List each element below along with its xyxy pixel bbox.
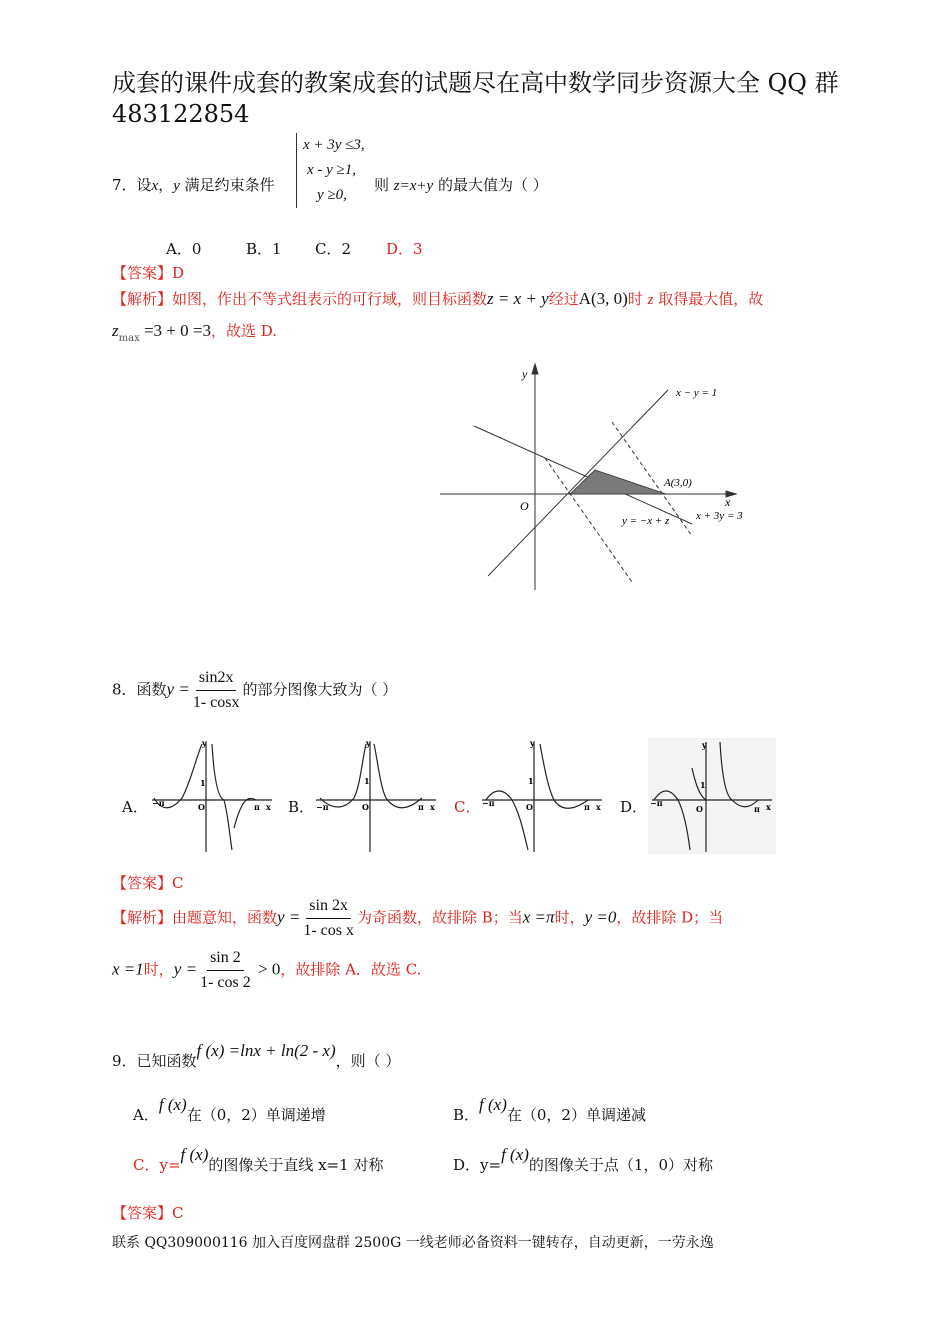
q8-analysis-text-3: 时， <box>554 908 585 927</box>
q7-analysis-point: A(3, 0) <box>578 289 628 308</box>
fig7-origin-label: O <box>520 499 529 513</box>
q9-option-d-expr: f (x) <box>501 1145 529 1164</box>
graph-d-y: y <box>702 740 707 750</box>
q7-feasible-region-figure <box>430 360 760 600</box>
graph-c-pi: π <box>584 802 590 812</box>
q7-prefix: 7．设 <box>112 176 152 194</box>
q7-suffix-pre: 则 <box>374 176 394 194</box>
q8-analysis-text-5: 时， <box>143 960 174 979</box>
graph-c-x: x <box>596 802 601 812</box>
graph-d-negpi: −π <box>650 798 663 808</box>
q8-analysis-text-1: 由题意知，函数 <box>172 908 278 927</box>
q8-analysis-numerator: sin 2x <box>306 896 351 919</box>
q7-analysis-line-2 <box>112 320 278 344</box>
graph-b-y: y <box>366 738 371 748</box>
q9-suffix: ，则（ ） <box>335 1052 401 1070</box>
fig7-y-label: y <box>522 367 528 381</box>
q9-answer-label: 【答案】 <box>112 1204 173 1222</box>
q7-constraint-3: y ≥0, <box>317 187 347 203</box>
graph-a-pi: π <box>254 802 260 812</box>
q7-analysis-label: 【解析】 <box>112 290 173 308</box>
q8-analysis-line-1 <box>112 896 723 941</box>
q7-answer-value: D <box>172 264 185 282</box>
q8-option-a[interactable]: A． <box>122 798 148 816</box>
q7-analysis-text-4: 取得最大值，故 <box>653 290 764 308</box>
graph-a-x: x <box>266 802 271 812</box>
q8-analysis-gt-zero: > 0 <box>253 959 281 979</box>
q7-analysis-z: z <box>647 292 654 308</box>
graph-d-one: 1 <box>700 780 706 790</box>
q8-analysis-text-6: ，故排除 A．故选 C. <box>280 960 422 979</box>
q8-analysis-text-4: ，故排除 D；当 <box>616 908 724 927</box>
q8-graph-d <box>648 738 776 854</box>
q8-option-d[interactable]: D． <box>620 798 648 816</box>
q8-analysis-label: 【解析】 <box>112 908 173 927</box>
q8-answer <box>112 872 184 893</box>
fig7-x-label: x <box>725 495 731 509</box>
q8-analysis-x-one: x =1 <box>112 959 144 979</box>
q8-analysis-denominator: 1- cos x <box>303 922 354 939</box>
q9-function-expr: f (x) =lnx + ln(2 - x) <box>196 1041 336 1060</box>
q9-option-d[interactable] <box>453 1145 714 1175</box>
q7-option-a[interactable]: A．0 <box>166 240 202 258</box>
q7-suffix: 的最大值为（ ） <box>433 176 548 194</box>
y-axis-arrow <box>532 364 538 374</box>
q7-answer <box>112 262 184 283</box>
fig7-line1-label: x − y = 1 <box>676 387 718 399</box>
q9-option-b-expr: f (x) <box>479 1095 507 1114</box>
q8-option-b[interactable]: B． <box>288 798 315 816</box>
q8-option-c[interactable]: C． <box>454 798 481 816</box>
q7-analysis-objective: z = x + y <box>487 289 549 308</box>
q8-numerator: sin2x <box>196 668 237 691</box>
q9-option-c-label: C．y= <box>133 1156 181 1174</box>
q8-analysis-line-2 <box>112 948 421 993</box>
q8-fraction <box>190 668 243 713</box>
graph-c-one: 1 <box>528 776 534 786</box>
q9-answer <box>112 1202 184 1223</box>
q8-analysis-lhs-2: y = <box>173 959 198 979</box>
graph-b-o: O <box>362 802 369 812</box>
q8-graph-b <box>312 738 440 854</box>
q7-zmax-value: =3 + 0 =3 <box>139 321 211 340</box>
q7-stem-suffix <box>374 174 548 195</box>
fig7-line2-label: x + 3y = 3 <box>696 510 743 522</box>
graph-a-one: 1 <box>200 778 206 788</box>
q8-analysis-fraction-2 <box>197 948 254 993</box>
q8-analysis-text-2: 为奇函数，故排除 B；当 <box>356 908 523 927</box>
q9-option-b[interactable] <box>453 1095 646 1125</box>
graph-b-pi: π <box>418 802 424 812</box>
q7-zmax-sub: max <box>118 333 140 344</box>
graph-a-negpi: −π <box>152 798 165 808</box>
q9-option-b-text: 在（0，2）单调递减 <box>506 1106 646 1124</box>
line-x-minus-y-1 <box>488 390 668 576</box>
q7-analysis-text-1: 如图，作出不等式组表示的可行域，则目标函数 <box>172 290 488 308</box>
q7-analysis-text-2: 经过 <box>548 290 579 308</box>
q7-constraint-1: x + 3y ≤3, <box>303 137 365 153</box>
feasible-region <box>570 470 666 494</box>
graph-c-o: O <box>526 802 533 812</box>
q7-analysis-text-5: ，故选 D. <box>210 322 278 340</box>
q7-var-y: y <box>173 178 180 194</box>
q7-zmax-z: z <box>112 321 119 340</box>
graph-d-pi: π <box>754 804 760 814</box>
q8-analysis-numerator-2: sin 2 <box>207 948 244 971</box>
q8-analysis-denominator-2: 1- cos 2 <box>200 974 251 991</box>
q8-answer-value: C <box>172 874 184 892</box>
q7-constraint-system <box>296 133 365 208</box>
header-line-2: 483122854 <box>112 100 250 128</box>
fig7-point-label: A(3,0) <box>664 477 692 489</box>
q7-option-b[interactable]: B．1 <box>246 240 282 258</box>
q8-graph-c <box>478 738 606 854</box>
q9-option-c[interactable] <box>133 1145 384 1175</box>
q8-answer-label: 【答案】 <box>112 874 173 892</box>
q9-stem <box>112 1041 401 1071</box>
q9-prefix: 9．已知函数 <box>112 1052 197 1070</box>
q9-option-d-text: 的图像关于点（1，0）对称 <box>528 1156 714 1174</box>
q7-analysis-text-3: 时 <box>627 290 648 308</box>
graph-b-one: 1 <box>364 776 370 786</box>
q7-option-c[interactable]: C．2 <box>315 240 352 258</box>
graph-a-y: y <box>202 738 207 748</box>
q9-option-c-expr: f (x) <box>180 1145 209 1164</box>
q9-option-c-text: 的图像关于直线 x=1 对称 <box>208 1156 384 1174</box>
q8-stem <box>112 668 397 713</box>
q9-option-b-label: B． <box>453 1106 480 1124</box>
q8-lhs: y = <box>166 679 190 699</box>
q9-option-a-label: A． <box>133 1106 159 1124</box>
q8-denominator: 1- cosx <box>192 694 240 711</box>
q7-mid: 满足约束条件 <box>179 176 275 194</box>
q9-option-a-text: 在（0，2）单调递增 <box>186 1106 326 1124</box>
q9-option-d-label: D．y= <box>453 1156 502 1174</box>
q7-analysis-line-1 <box>112 288 763 309</box>
line-x-plus-3y-3 <box>474 426 692 524</box>
q7-objective: z=x+y <box>393 178 434 194</box>
q8-suffix: 的部分图像大致为（ ） <box>242 680 398 699</box>
q7-stem <box>112 174 275 195</box>
q7-option-d[interactable]: D．3 <box>386 240 423 258</box>
page-header <box>112 68 872 130</box>
q7-comma: ， <box>158 176 174 194</box>
fig7-line3-label: y = −x + z <box>622 515 670 527</box>
header-line-1: 成套的课件成套的教案成套的试题尽在高中数学同步资源大全 QQ 群 <box>112 69 839 97</box>
q8-analysis-lhs: y = <box>277 907 301 927</box>
graph-b-negpi: −π <box>316 802 329 812</box>
graph-d-x: x <box>766 802 771 812</box>
q8-graph-a <box>148 738 276 854</box>
graph-d-background <box>648 738 776 854</box>
graph-a-o: O <box>198 802 205 812</box>
q7-answer-label: 【答案】 <box>112 264 173 282</box>
q8-prefix: 8．函数 <box>112 680 167 699</box>
q7-constraint-2: x - y ≥1, <box>307 162 357 178</box>
q8-analysis-y-zero: y =0 <box>584 907 617 927</box>
q8-analysis-x-pi: x =π <box>522 907 555 927</box>
q9-option-a-expr: f (x) <box>158 1095 187 1114</box>
q8-analysis-fraction <box>300 896 357 941</box>
graph-c-y: y <box>530 738 535 748</box>
q7-var-x: x <box>151 178 159 194</box>
graph-b-x: x <box>430 802 435 812</box>
page-footer: 联系 QQ309000116 加入百度网盘群 2500G 一线老师必备资料一键转存，自动更新，一劳永逸 <box>112 1235 714 1251</box>
graph-c-negpi: −π <box>482 798 495 808</box>
q9-answer-value: C <box>172 1204 184 1222</box>
graph-d-o: O <box>696 804 703 814</box>
q9-option-a[interactable] <box>133 1095 326 1125</box>
